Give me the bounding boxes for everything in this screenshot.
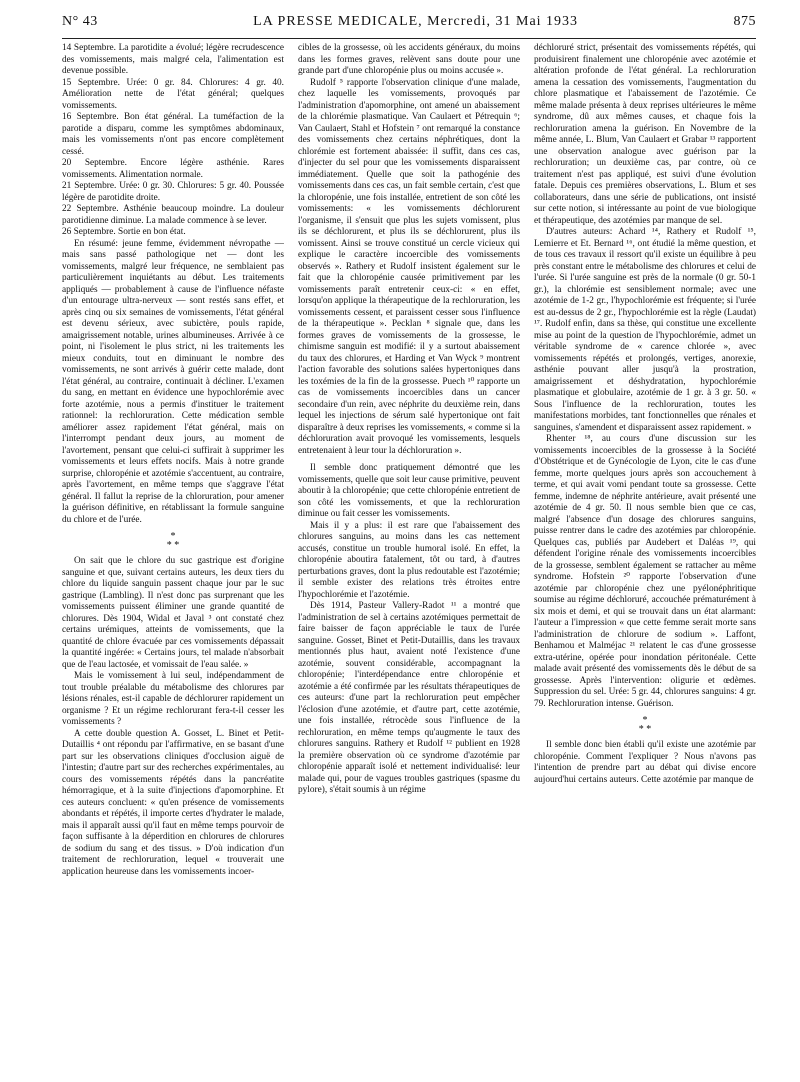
paragraph: Il semble donc pratiquement démontré que les vomissements, quelle que soit leur cause primitive, peuvent aboutir à la chloropénie; que cette chloropénie entretient de son côté les vomissements, et que la rechloruration diminue ou fait cesser les vomissements. <box>298 463 520 519</box>
paragraph: 14 Septembre. La parotidite a évolué; légère recrudescence des vomissements, mais malgré cela, l'alimentation est devenue possible. <box>62 43 284 76</box>
column-1 <box>62 43 284 1063</box>
paragraph: 20 Septembre. Encore légère asthénie. Rares vomissements. Alimentation normale. <box>62 158 284 180</box>
running-header <box>62 14 756 36</box>
paragraph: 21 Septembre. Urée: 0 gr. 30. Chlorures: 5 gr. 40. Poussée légère de parotidite droite. <box>62 181 284 203</box>
paragraph: D'autres auteurs: Achard ¹⁴, Rathery et Rudolf ¹⁵, Lemierre et Et. Bernard ¹⁶, ont étudié la même question, et de tous ces travaux il ressort qu'il existe un équilibre à peu près constant entre le métabolisme des chlorures et celui de l'urée. Si l'urée sanguine est près de la normale (0 gr. 50-1 gr.), la chlorémie est sensiblement normale; avec une azotémie de 1-2 gr., l'hypochlorémie est fréquente; si l'urée est au-dessus de 2 gr., l'hypochlorémie est la règle (Laudat) ¹⁷. Rudolf enfin, dans sa thèse, qui constitue une excellente mise au point de la question de l'hypochlorémie, admet un véritable syndrome de « carence chlorée », avec vomissements répétés et prolongés, vertiges, anorexie, asthénie pouvant aller jusqu'à la prostration, amaigrissement et déshydratation, hypochlorémie plasmatique et globulaire, azotémie de 1 gr. à 3 gr. 50. « Sous l'influence de la rechloruration, toutes les manifestations morbides, tant fonctionnelles que rénales et sanguines, s'amendent et disparaissent assez rapidement. » <box>534 227 756 433</box>
page-number: 875 <box>733 14 756 29</box>
paragraph: déchloruré strict, présentait des vomissements répétés, qui produisirent finalement une chloropénie avec azotémie et altération profonde de l'état général. La rechloruration amena la cessation des vomissements, l'augmentation du chlore plasmatique et l'abaissement de l'azotémie. Ce même malade présenta à deux reprises ultérieures le même syndrome, dû aux mêmes causes, et chaque fois la rechloruration amena la guérison. En Novembre de la même année, L. Blum, Van Caulaert et Grabar ¹³ rapportent une observation analogue avec guérison par la rechloruration; un deuxième cas, par contre, où ce traitement n'est pas appliqué, est suivi d'une évolution fatale. Depuis ces premières observations, L. Blum et ses collaborateurs, dans une série de publications, ont insisté sur cette notion, si intéressante au point de vue biologique et thérapeutique, des azotémies par manque de sel. <box>534 43 756 226</box>
paragraph: Mais il y a plus: il est rare que l'abaissement des chlorures sanguins, au moins dans les cas nettement accusés, constitue un trouble humoral isolé. En effet, la chloropénie aboutira fatalement, tôt ou tard, à d'autres perturbations graves, dont la plus redoutable est l'azotémie; il semble exister des relations très étroites entre l'hypochlorémie et l'azotémie. <box>298 520 520 600</box>
paragraph: cibles de la grossesse, où les accidents généraux, du moins dans les formes graves, relèvent sans doute pour une grande part d'une chloropénie plus ou moins accusée ». <box>298 43 520 76</box>
column-3 <box>534 43 756 1063</box>
paragraph: Dès 1914, Pasteur Vallery-Radot ¹¹ a montré que l'administration de sel à certains azotémiques permettait de faire baisser de façon appréciable le taux de l'urée sanguine. Gosset, Binet et Petit-Dutaillis, dans les travaux mentionnés plus haut, avaient noté l'existence d'une azotémie, souvent considérable, accompagnant la chloropénie; l'interdépendance entre chloropénie et azotémie a été confirmée par les résultats thérapeutiques de ces auteurs: d'une part la rechloruration peut empêcher l'éclosion d'une azotémie, et d'autre part, cette azotémie, une fois installée, rétrocède sous l'influence de la rechloruration, en même temps qu'augmente le taux des chlorures sanguins. Rathery et Rudolf ¹² publient en 1928 la première observation où ce syndrome d'azotémie par chloropénie apparaît isolé et nettement individualisé: leur malade qui, pour de vagues troubles gastriques (spasme du pylore), s'était soumis à un régime <box>298 601 520 795</box>
paragraph: 16 Septembre. Bon état général. La tuméfaction de la parotide a disparu, comme les symptômes abdominaux, mais les vomissements n'ont pas encore complètement cessé. <box>62 112 284 157</box>
section-separator: * * * <box>638 715 652 735</box>
paragraph: Mais le vomissement à lui seul, indépendamment de tout trouble préalable du métabolisme des chlorures par lésions rénales, est-il capable de déchlorurer rapidement un organisme ? Et un régime rechlorurant fera-t-il cesser les vomissements ? <box>62 671 284 727</box>
paragraph: En résumé: jeune femme, évidemment névropathe — mais sans passé pathologique net — dont les vomissements, malgré leur fréquence, ne semblaient pas particulièrement inquiétants au début. Les traitements appliqués — probablement à cause de l'influence néfaste d'un entourage ultra-nerveux — sont restés sans effet, et après cinq ou six semaines de vomissements, l'état général est devenu sérieux, avec subictère, pouls rapide, amaigrissement notable, urines albumineuses. Arrivée à ce point, ni l'isolement le plus strict, ni les traitements les mieux conduits, tout en diminuant le nombre des vomissements, ne sont arrivés à guérir cette malade, dont l'état général, au contraire, continuait à décliner. L'examen du sang, en mettant en évidence une hypochlorémie avec forte azotémie, nous a permis d'instituer le traitement rationnel: la rechloruration. Cette médication semble améliorer assez rapidement l'état général, mais on l'interrompt pendant deux jours, au moment de l'avortement, pensant que celui-ci suffirait à supprimer les vomissements et leurs effets nocifs. Mais à notre grande surprise, chloropénie et azotémie s'accentuent, au contraire, après l'avortement, en même temps que s'aggrave l'état général. Il fallut la reprise de la chloruration, pour amener la guérison définitive, en rétablissant la formule sanguine du chlore et de l'urée. <box>62 238 284 525</box>
paragraph: 22 Septembre. Asthénie beaucoup moindre. La douleur parotidienne diminue. La malade commence à se lever. <box>62 204 284 226</box>
paragraph: On sait que le chlore du suc gastrique est d'origine sanguine et que, suivant certains auteurs, les deux tiers du chlore du liquide sanguin passent chaque jour par le suc gastrique (Lambling). Il n'est donc pas surprenant que les vomissements puissent éliminer une grande quantité de chlorures. Dès 1904, Widal et Javal ³ ont constaté chez certains urémiques, atteints de vomissements, que la quantité de chlore évacuée par ces vomissements dépassait la quantité ingérée: « Certains jours, tel malade n'absorbait que de l'eau lactosée, et vomissait de l'eau salée. » <box>62 556 284 670</box>
section-separator: * * * <box>166 531 180 551</box>
paragraph: Il semble donc bien établi qu'il existe une azotémie par chloropénie. Comment l'expliquer ? Nous n'avons pas l'intention de prendre part au débat qui divise encore aujourd'hui certains auteurs. Cette azotémie par manque de <box>534 740 756 785</box>
paragraph: Rhenter ¹⁸, au cours d'une discussion sur les vomissements incoercibles de la grossesse à la Société d'Obstétrique et de Gynécologie de Lyon, cite le cas d'une femme, morte quelques jours après son accouchement à terme, et qui avait vomi pendant toute sa grossesse. Cette femme, indemne de néphrite antérieure, avait présenté une azotémie de 4 gr. 50. Il nous semble bien que ce cas, malgré l'absence d'un dosage des chlorures sanguins, puisse rentrer dans le cadre des azotémies par chloropénie. Quelques cas, publiés par Audebert et Daléas ¹⁹, qui défendent l'origine rénale des vomissements incoercibles de la grossesse, semblent également se rattacher au même syndrome. Hofstein ²⁰ rapporte l'observation d'une azotémie par chloropénie chez une pyélonéphritique soumise au régime déchloruré, accouchée prématurément à six mois et demi, et qui se trouvait dans un état alarmant: l'auteur a l'impression « que cette femme serait morte sans l'administration de chlorure de sodium ». Laffont, Benhamou et Malméjac ²¹ relatent le cas d'une grossesse extra-utérine, opérée pour inondation péritonéale. Cette malade avait présenté des vomissements dès le début de sa grossesse. Après l'intervention: oligurie et œdèmes. Suppression du sel. Urée: 5 gr. 44, chlorures sanguins: 4 gr. 79. Rechloruration intense. Guérison. <box>534 434 756 709</box>
issue-number: N° 43 <box>62 14 98 29</box>
column-2 <box>298 43 520 1063</box>
article-columns <box>62 43 756 1063</box>
header-rule <box>62 38 756 39</box>
paragraph: A cette double question A. Gosset, L. Binet et Petit-Dutaillis ⁴ ont répondu par l'affirmative, en se basant d'une part sur les observations cliniques d'occlusion aiguë de l'intestin; d'autre part sur des recherches expérimentales, au cours des vomissements répétés dans la pancréatite hémorragique, et à la suite d'injections d'apomorphine. Et ces auteurs concluent: « qu'en présence de vomissements abondants et répétés, il importe certes d'hydrater le malade, mais il apparaît aussi qu'il faut en même temps pourvoir de façon suffisante à la déperdition en chlorures de chlorures de sodium du sang et des tissus. » D'où indication d'un traitement de rechloruration, lequel « trouverait une application heureuse dans les vomissements incoer- <box>62 728 284 877</box>
paragraph: Rudolf ⁵ rapporte l'observation clinique d'une malade, chez laquelle les vomissements, provoqués par l'administration d'apomorphine, ont amené un abaissement de la chlorémie plasmatique. Van Caulaert et Pétrequin ⁶; Van Caulaert, Stahl et Hofstein ⁷ ont remarqué la constance des vomissements chez certains néphrétiques, dont la chlorémie est fortement abaissée: il suffit, dans ces cas, d'injecter du sel pour que les vomissements disparaissent immédiatement. Quelle que soit la pathogénie des vomissements dans ces cas, un fait semble certain, c'est que la chloropénie, une fois installée, entretient de son côté les vomissements: « les vomissements déchlorurent l'organisme, il s'ensuit que plus les sujets vomissent, plus ils se déchlorurent, et plus ils se déchlorurent, plus ils vomissent. Ainsi se trouve constitué un cercle vicieux qui explique le caractère incoercible des vomissements observés ». Rathery et Rudolf insistent également sur le fait que la chloropénie causée primitivement par les vomissements paraît entretenir ceux-ci: « en effet, lorsqu'on applique la thérapeutique de la rechloruration, les vomissements cessent, et paraissent cesser sous l'influence de la thérapeutique ». Pecklan ⁸ signale que, dans les formes graves de vomissements de la grossesse, le chimisme sanguin est modifié: il y a surtout abaissement du taux des chlorures, et Harding et Van Wyck ⁹ montrent l'action favorable des solutions salées hypertoniques dans les toxémies de la fin de la grossesse. Puech ¹⁰ rapporte un cas de vomissements incoercibles dans un cancer secondaire d'un rein, avec néphrite du deuxième rein, dans lequel les injections de sérum salé hypertonique ont fait disparaître à deux reprises les vomissements, « comme si la déchloruration avait provoqué les vomissements, lesquels entretenaient à leur tour la déchloruration ». <box>298 77 520 456</box>
paragraph: 15 Septembre. Urée: 0 gr. 84. Chlorures: 4 gr. 40. Amélioration nette de l'état général; quelques vomissements. <box>62 77 284 111</box>
paragraph: 26 Septembre. Sortie en bon état. <box>62 227 186 237</box>
journal-title: LA PRESSE MEDICALE, Mercredi, 31 Mai 1933 <box>253 14 579 29</box>
